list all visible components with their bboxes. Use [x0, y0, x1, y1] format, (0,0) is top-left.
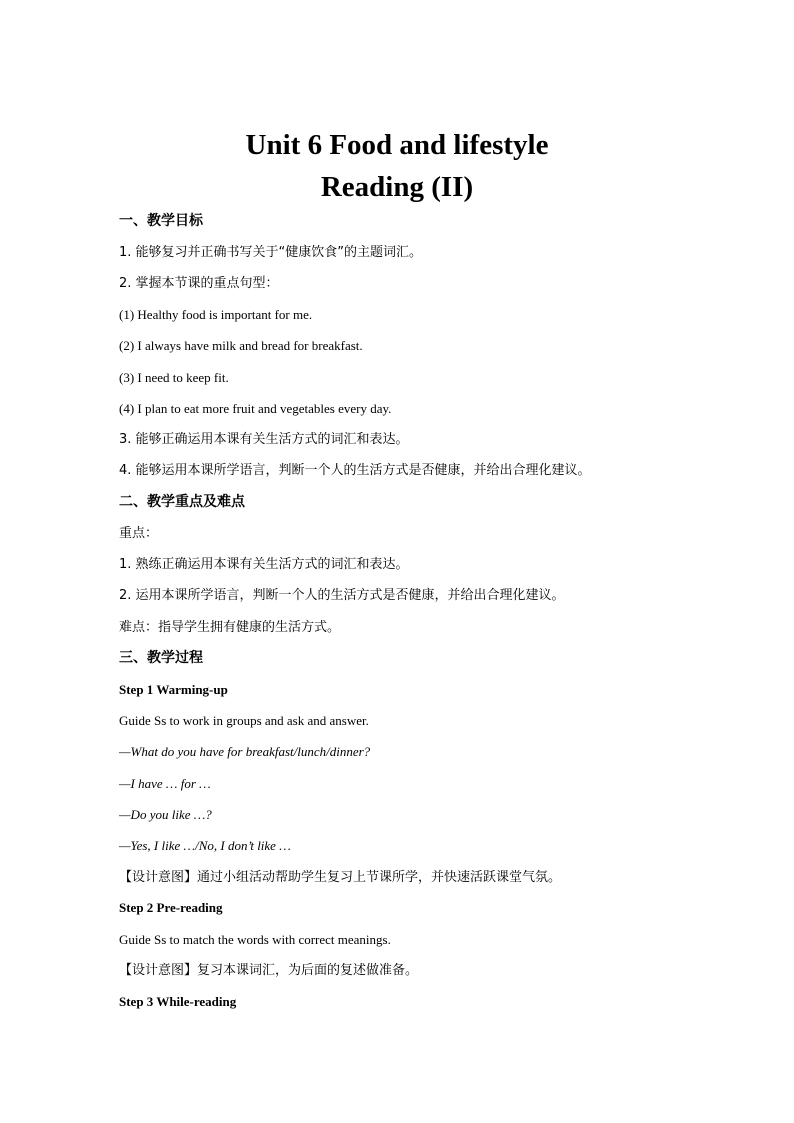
objective-item-4: 4. 能够运用本课所学语言，判断一个人的生活方式是否健康，并给出合理化建议。 [119, 463, 591, 478]
step2-design-intent: 【设计意图】复习本课词汇，为后面的复述做准备。 [119, 963, 419, 978]
dialogue-line-1: —What do you have for breakfast/lunch/dinner? [119, 744, 371, 759]
document-subtitle: Reading (II) [320, 171, 474, 203]
sentence-pattern-1: (1) Healthy food is important for me. [119, 307, 313, 322]
dialogue-line-3: —Do you like …? [119, 807, 212, 822]
section-heading-key-points: 二、教学重点及难点 [119, 494, 245, 510]
section-heading-objectives: 一、教学目标 [119, 213, 203, 229]
step1-guide: Guide Ss to work in groups and ask and answer. [119, 713, 369, 728]
objective-item-1: 1. 能够复习并正确书写关于“健康饮食”的主题词汇。 [119, 245, 423, 260]
sentence-pattern-2: (2) I always have milk and bread for breakfast. [119, 338, 363, 353]
step3-title: Step 3 While-reading [119, 994, 237, 1009]
objective-item-3: 3. 能够正确运用本课有关生活方式的词汇和表达。 [119, 432, 409, 447]
sentence-pattern-4: (4) I plan to eat more fruit and vegetables every day. [119, 401, 392, 416]
document-title: Unit 6 Food and lifestyle [245, 129, 549, 161]
step2-title: Step 2 Pre-reading [119, 900, 223, 915]
step1-title: Step 1 Warming-up [119, 682, 228, 697]
step2-guide: Guide Ss to match the words with correct meanings. [119, 932, 391, 947]
dialogue-line-2: —I have … for … [119, 776, 211, 791]
key-point-item-1: 1. 熟练正确运用本课有关生活方式的词汇和表达。 [119, 557, 409, 572]
key-point-item-2: 2. 运用本课所学语言，判断一个人的生活方式是否健康，并给出合理化建议。 [119, 588, 565, 603]
key-points-label: 重点： [119, 526, 159, 541]
difficulty-text: 难点：指导学生拥有健康的生活方式。 [119, 620, 341, 635]
section-heading-process: 三、教学过程 [119, 650, 203, 666]
dialogue-line-4: —Yes, I like …/No, I don’t like … [119, 838, 291, 853]
objective-item-2: 2. 掌握本节课的重点句型： [119, 276, 279, 291]
step1-design-intent: 【设计意图】通过小组活动帮助学生复习上节课所学，并快速活跃课堂气氛。 [119, 870, 562, 885]
sentence-pattern-3: (3) I need to keep fit. [119, 370, 229, 385]
